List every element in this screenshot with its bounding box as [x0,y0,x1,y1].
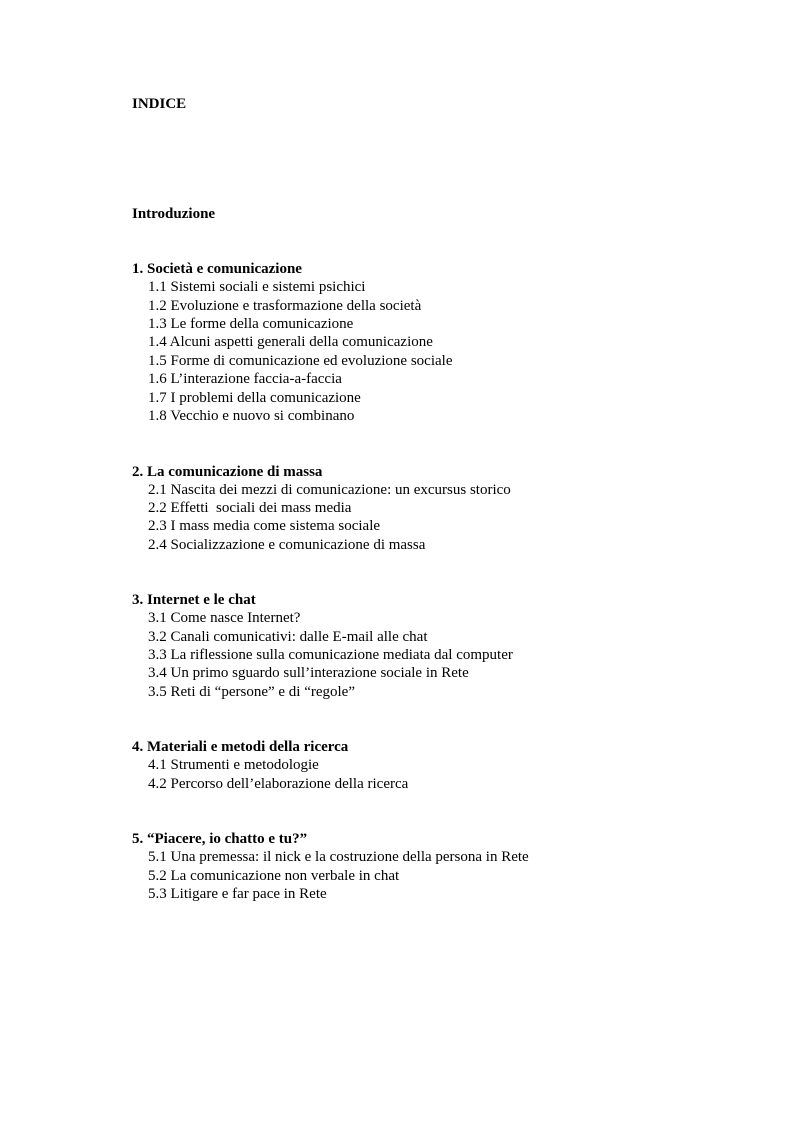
section-5-1: 5.1 Una premessa: il nick e la costruzione della persona in Rete [148,849,529,865]
section-1-3: 1.3 Le forme della comunicazione [148,316,354,332]
chapter-4-heading: 4. Materiali e metodi della ricerca [132,739,349,755]
introduction-heading: Introduzione [132,206,216,222]
section-3-3: 3.3 La riflessione sulla comunicazione mediata dal computer [148,647,513,663]
section-4-2: 4.2 Percorso dell’elaborazione della ricerca [148,776,409,792]
section-1-8: 1.8 Vecchio e nuovo si combinano [148,408,355,424]
section-4-1: 4.1 Strumenti e metodologie [148,757,319,773]
chapter-5-heading: 5. “Piacere, io chatto e tu?” [132,831,308,847]
section-1-1: 1.1 Sistemi sociali e sistemi psichici [148,279,366,295]
section-1-5: 1.5 Forme di comunicazione ed evoluzione sociale [148,353,453,369]
section-5-3: 5.3 Litigare e far pace in Rete [148,886,327,902]
section-2-1: 2.1 Nascita dei mezzi di comunicazione: un excursus storico [148,482,511,498]
section-5-2: 5.2 La comunicazione non verbale in chat [148,868,400,884]
chapter-1-heading: 1. Società e comunicazione [132,261,302,277]
section-3-4: 3.4 Un primo sguardo sull’interazione sociale in Rete [148,665,469,681]
section-3-5: 3.5 Reti di “persone” e di “regole” [148,684,355,700]
section-2-3: 2.3 I mass media come sistema sociale [148,518,381,534]
chapter-2-heading: 2. La comunicazione di massa [132,464,323,480]
section-3-1: 3.1 Come nasce Internet? [148,610,301,626]
section-1-7: 1.7 I problemi della comunicazione [148,390,361,406]
chapter-3-heading: 3. Internet e le chat [132,592,256,608]
index-title: INDICE [132,96,187,112]
section-1-6: 1.6 L’interazione faccia-a-faccia [148,371,342,387]
section-1-2: 1.2 Evoluzione e trasformazione della società [148,298,422,314]
section-2-4: 2.4 Socializzazione e comunicazione di massa [148,537,426,553]
section-3-2: 3.2 Canali comunicativi: dalle E-mail alle chat [148,629,428,645]
section-2-2: 2.2 Effetti sociali dei mass media [148,500,352,516]
section-1-4: 1.4 Alcuni aspetti generali della comunicazione [148,334,433,350]
